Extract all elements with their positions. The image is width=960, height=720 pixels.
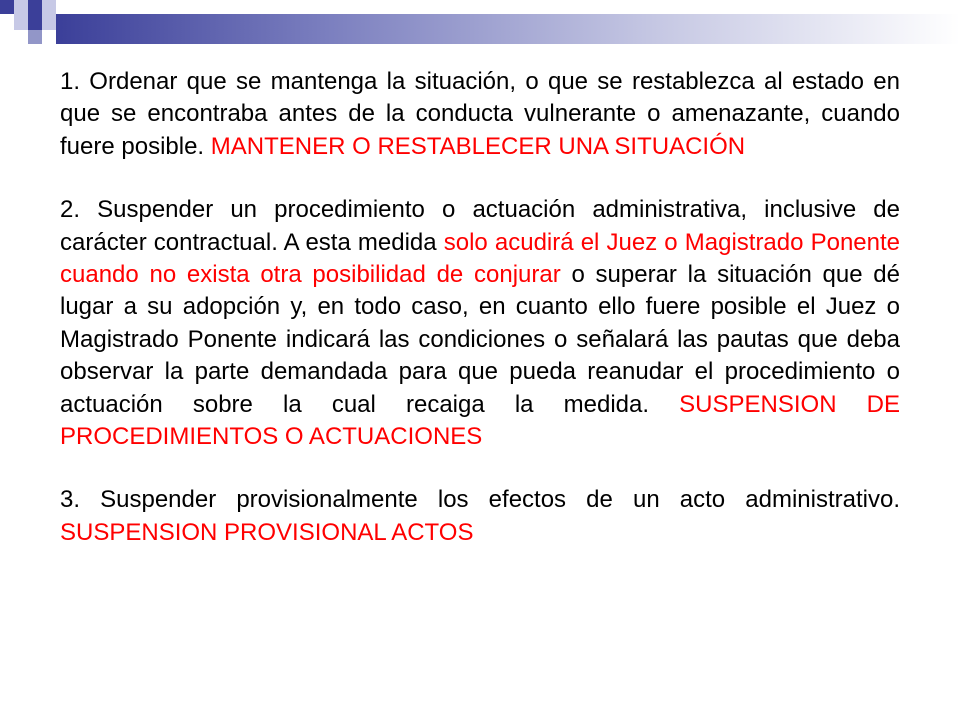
paragraph-1-text: 1. Ordenar que se mantenga la situación, o que se restablezca al estado en que se encontraba antes de la conducta vulnerante o amenazante, cuando fuere posible.: [60, 68, 900, 160]
decor-square: [28, 0, 42, 14]
header-gradient-bar: [56, 14, 960, 44]
paragraph-3-highlight: SUSPENSION PROVISIONAL ACTOS: [60, 518, 474, 546]
paragraph-3: [60, 484, 900, 549]
decor-square: [42, 14, 56, 30]
slide-body: [60, 66, 900, 580]
decor-square: [14, 14, 28, 30]
slide-header-decoration: [0, 0, 960, 60]
decor-square: [42, 0, 56, 14]
paragraph-2-highlight: SUSPENSION DE PROCEDIMIENTOS O ACTUACIONES: [60, 390, 900, 450]
paragraph-1-highlight: MANTENER O RESTABLECER UNA SITUACIÓN: [210, 132, 746, 160]
paragraph-2-text-continued: o superar la situación que dé lugar a su adopción y, en todo caso, en cuanto ello fuere posible el Juez o Magistrado Ponente indicará las condiciones o señalará las pautas que deba observar la parte demandada para que pueda reanudar el procedimiento o actuación sobre la cual recaiga la medida.: [60, 260, 900, 418]
paragraph-3-text: 3. Suspender provisionalmente los efectos de un acto administrativo.: [60, 486, 900, 514]
paragraph-2: [60, 194, 900, 453]
decor-square: [0, 0, 14, 14]
paragraph-2-red-inline: solo acudirá el Juez o Magistrado Ponente cuando no exista otra posibilidad de conjurar: [60, 228, 901, 288]
decor-square: [28, 30, 42, 44]
paragraph-1: [60, 66, 900, 163]
decor-square: [28, 14, 42, 30]
decor-square: [14, 0, 28, 14]
paragraph-2-text: 2. Suspender un procedimiento o actuación administrativa, inclusive de carácter contractual. A esta medida: [60, 196, 900, 256]
